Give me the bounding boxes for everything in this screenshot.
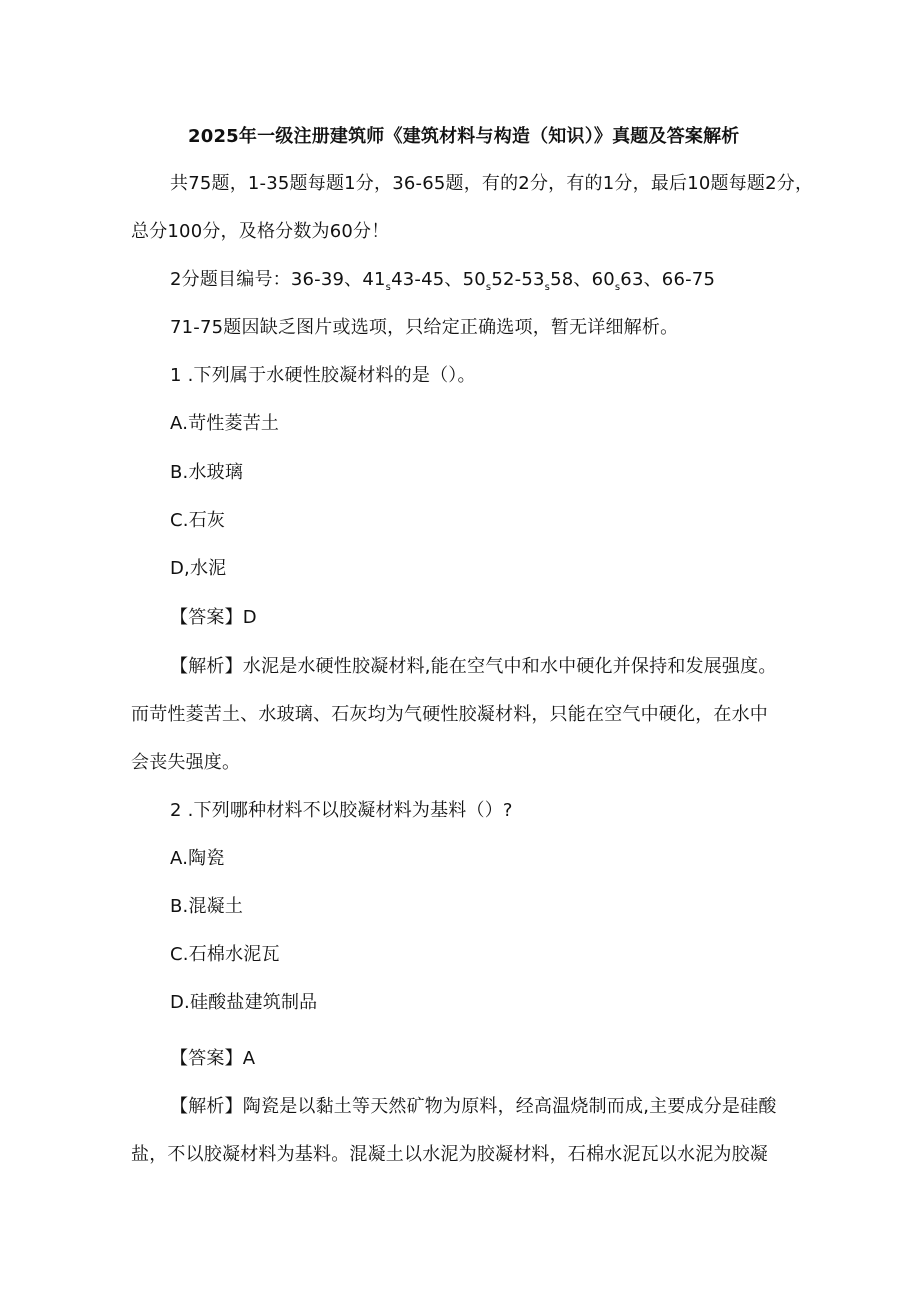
two-point-part: 58、60 [550, 269, 615, 290]
two-point-numbers [170, 268, 715, 295]
two-point-sub: s [485, 282, 492, 293]
q1-stem: 1 .下列属于水硬性胶凝材料的是（）。 [170, 365, 476, 386]
two-point-part: 52-53 [491, 269, 545, 290]
intro-note: 71-75题因缺乏图片或选项，只给定正确选项，暂无详细解析。 [170, 317, 679, 338]
two-point-part: 43-45、50 [391, 269, 486, 290]
q1-analysis-line-1: 【解析】水泥是水硬性胶凝材料,能在空气中和水中硬化并保持和发展强度。 [170, 656, 777, 677]
q1-option-b: B.水玻璃 [170, 462, 244, 483]
two-point-sub: s [614, 282, 621, 293]
q1-option-a: A.苛性菱苦土 [170, 413, 280, 434]
two-point-label: 2分题目编号： [170, 269, 291, 290]
two-point-sub: s [544, 282, 551, 293]
q2-option-a: A.陶瓷 [170, 848, 225, 869]
q2-analysis-line-2: 盐，不以胶凝材料为基料。混凝土以水泥为胶凝材料，石棉水泥瓦以水泥为胶凝 [131, 1144, 768, 1165]
intro-line-1: 共75题，1-35题每题1分，36-65题，有的2分，有的1分，最后10题每题2分， [170, 173, 814, 194]
two-point-part: 36-39、41 [290, 269, 386, 290]
q2-option-b: B.混凝土 [170, 896, 244, 917]
q2-analysis-line-1: 【解析】陶瓷是以黏土等天然矿物为原料，经高温烧制而成,主要成分是硅酸 [170, 1096, 777, 1117]
q2-option-d: D.硅酸盐建筑制品 [170, 992, 318, 1013]
q1-answer: 【答案】D [170, 607, 257, 628]
q2-answer: 【答案】A [170, 1048, 256, 1069]
q1-analysis-line-2: 而苛性菱苦土、水玻璃、石灰均为气硬性胶凝材料，只能在空气中硬化，在水中 [131, 704, 768, 725]
intro-line-2: 总分100分，及格分数为60分！ [131, 221, 390, 242]
two-point-sub: s [385, 282, 392, 293]
two-point-part: 63、66-75 [620, 269, 716, 290]
q1-analysis-line-3: 会丧失强度。 [131, 752, 241, 773]
q1-option-c: C.石灰 [170, 510, 226, 531]
q2-stem: 2 .下列哪种材料不以胶凝材料为基料（）? [170, 800, 513, 821]
q1-option-d: D,水泥 [170, 558, 227, 579]
q2-option-c: C.石棉水泥瓦 [170, 944, 280, 965]
document-title: 2025年一级注册建筑师《建筑材料与构造（知识）》真题及答案解析 [188, 126, 740, 147]
